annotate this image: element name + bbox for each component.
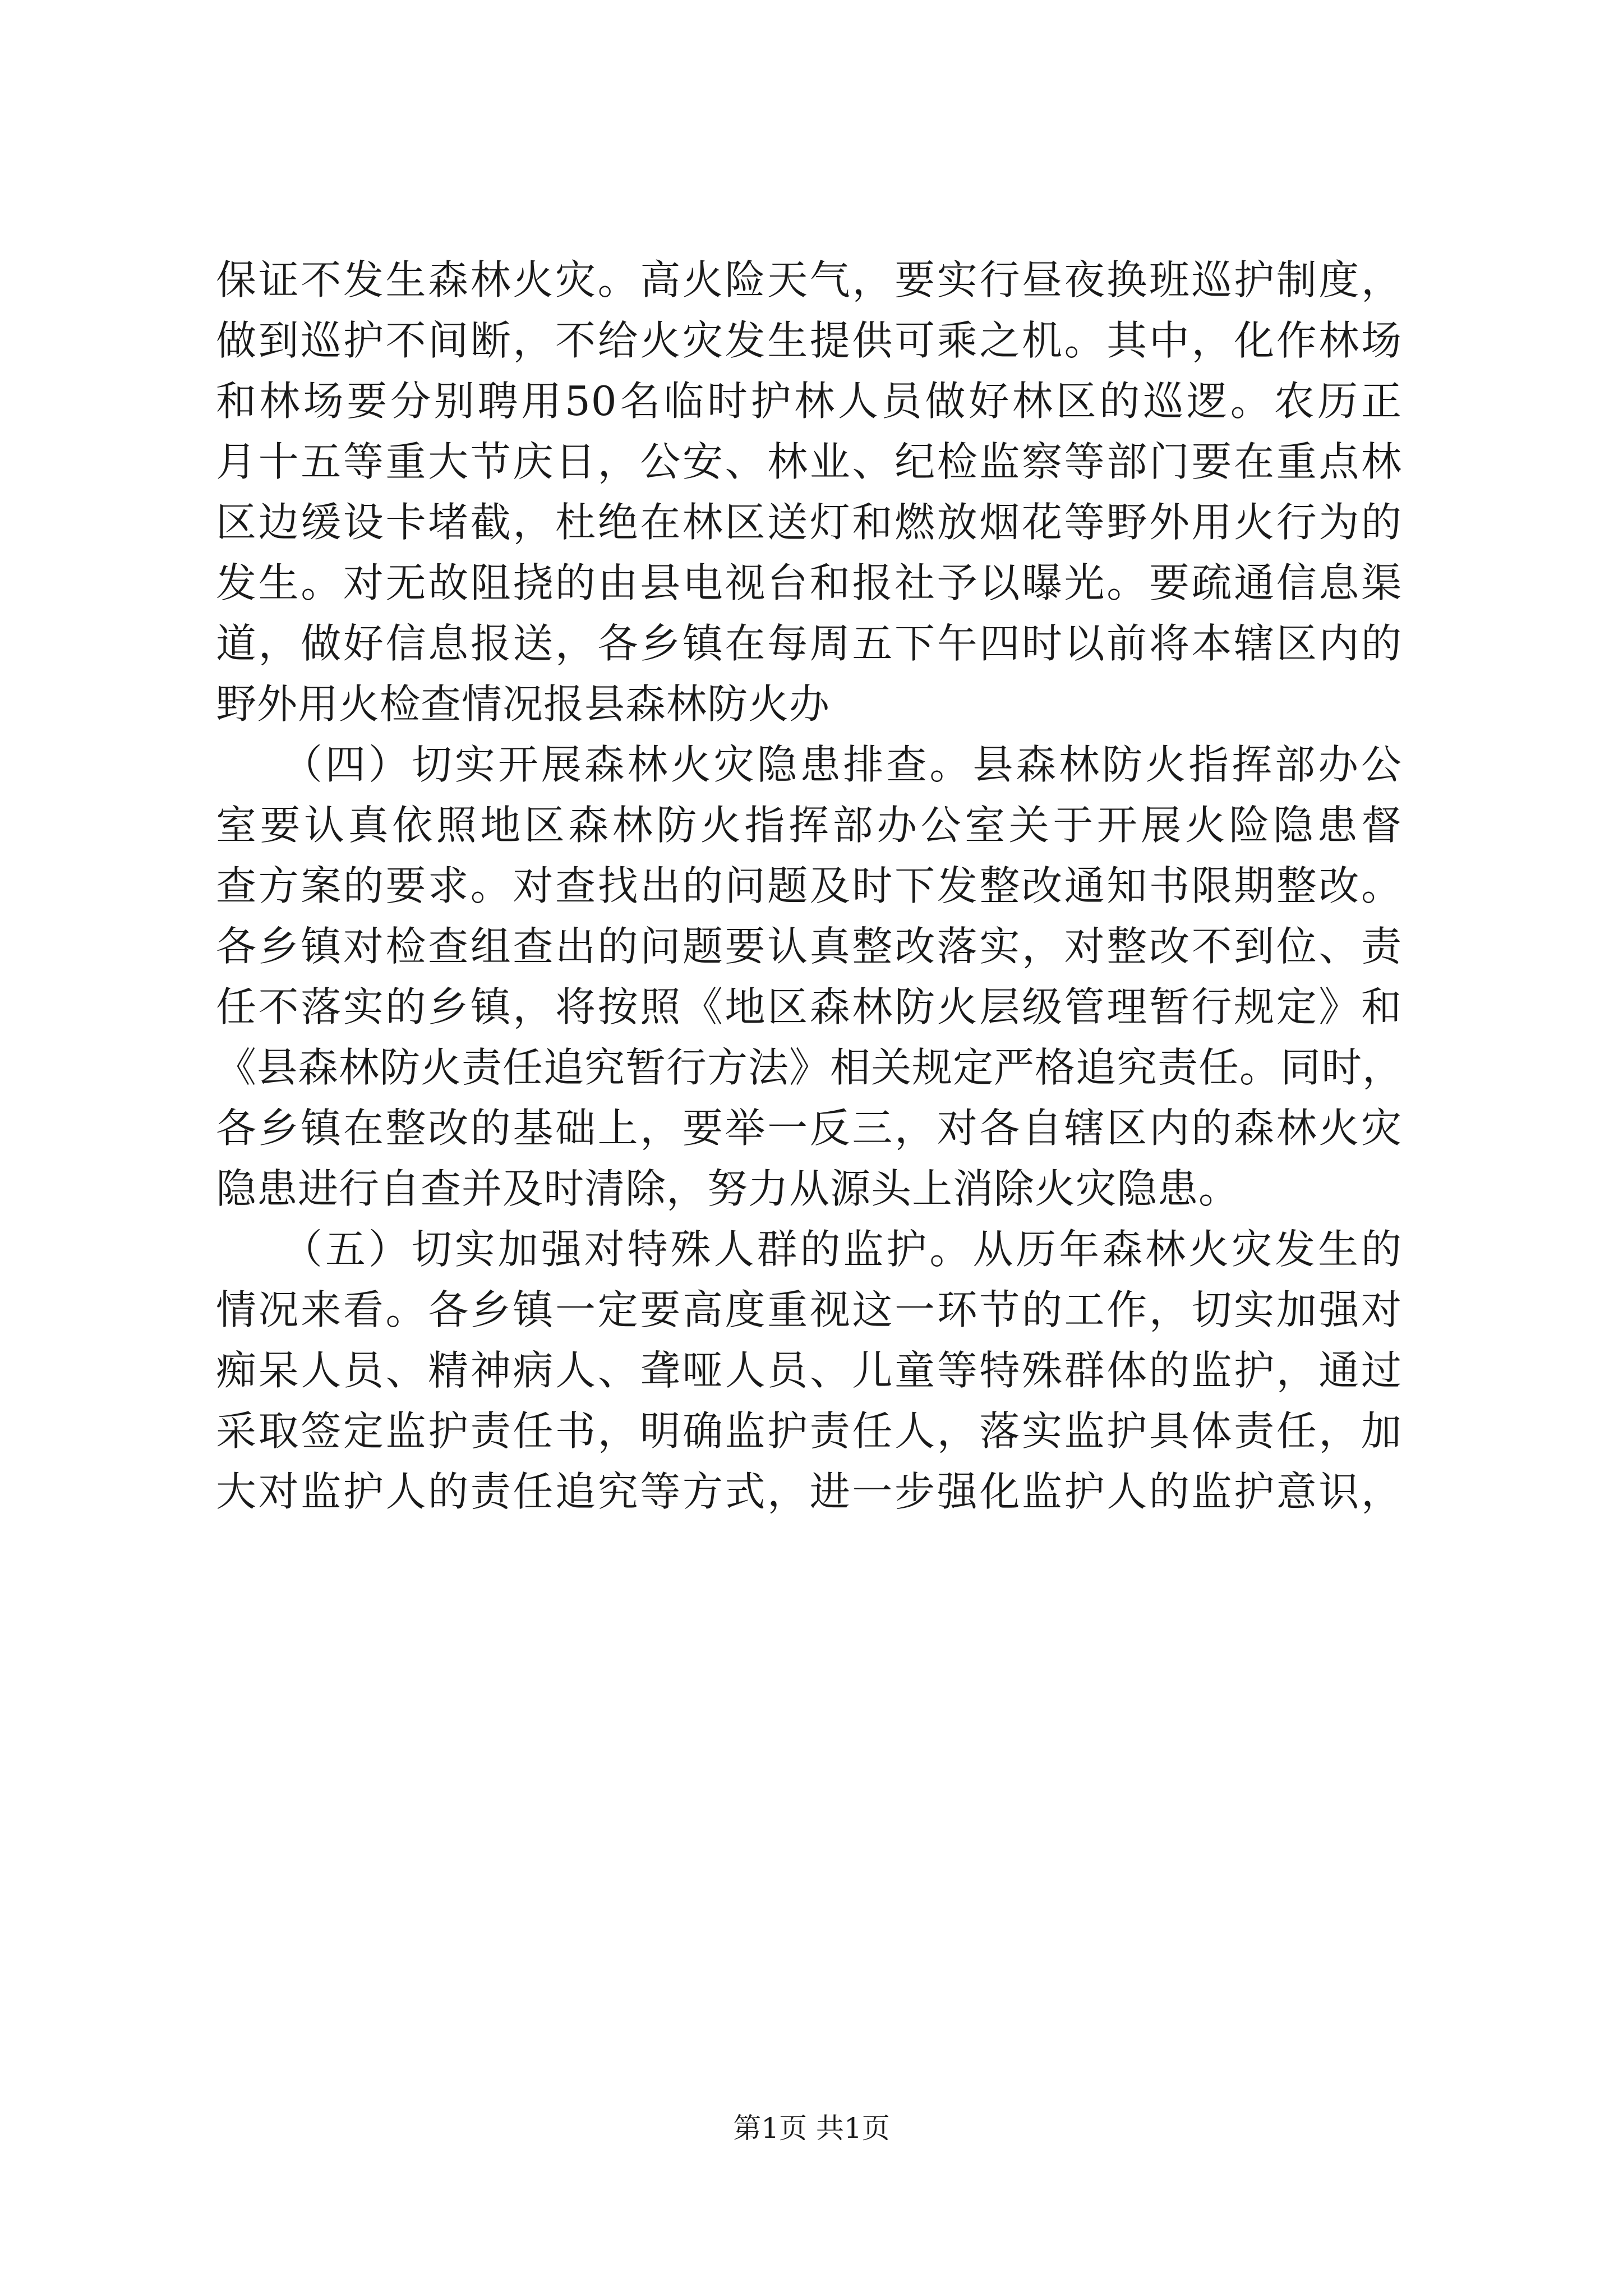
document-body xyxy=(216,250,1402,1522)
text-line: 室要认真依照地区森林防火指挥部办公室关于开展火险隐患督 xyxy=(216,802,1402,849)
text-line: 区边缓设卡堵截，杜绝在林区送灯和燃放烟花等野外用火行为的 xyxy=(216,499,1402,546)
text-line: 各乡镇在整改的基础上，要举一反三，对各自辖区内的森林火灾 xyxy=(216,1105,1402,1152)
text-line: （五）切实加强对特殊人群的监护。从历年森林火灾发生的 xyxy=(216,1226,1402,1273)
page-footer xyxy=(0,2110,1623,2146)
text-line: 道，做好信息报送，各乡镇在每周五下午四时以前将本辖区内的 xyxy=(216,620,1402,667)
text-line: 采取签定监护责任书，明确监护责任人，落实监护具体责任，加 xyxy=(216,1407,1402,1455)
text-line: 各乡镇对检查组查出的问题要认真整改落实，对整改不到位、责 xyxy=(216,923,1402,970)
text-line: （四）切实开展森林火灾隐患排查。县森林防火指挥部办公 xyxy=(216,741,1402,788)
text-line: 查方案的要求。对查找出的问题及时下发整改通知书限期整改。 xyxy=(216,862,1402,909)
text-line: 《县森林防火责任追究暂行方法》相关规定严格追究责任。同时， xyxy=(216,1044,1404,1091)
text-line: 做到巡护不间断，不给火灾发生提供可乘之机。其中，化作林场 xyxy=(216,317,1402,364)
text-line: 发生。对无故阻挠的由县电视台和报社予以曝光。要疏通信息渠 xyxy=(216,559,1402,606)
text-line: 大对监护人的责任追究等方式，进一步强化监护人的监护意识， xyxy=(216,1468,1402,1515)
text-line: 任不落实的乡镇，将按照《地区森林防火层级管理暂行规定》和 xyxy=(216,983,1402,1030)
page-number: 第1页 共1页 xyxy=(733,2112,890,2145)
text-line: 和林场要分别聘用50名临时护林人员做好林区的巡逻。农历正 xyxy=(216,378,1402,425)
text-line: 隐患进行自查并及时清除，努力从源头上消除火灾隐患。 xyxy=(216,1165,1240,1212)
text-line: 痴呆人员、精神病人、聋哑人员、儿童等特殊群体的监护，通过 xyxy=(216,1347,1402,1394)
text-line: 保证不发生森林火灾。高火险天气，要实行昼夜换班巡护制度， xyxy=(216,256,1402,303)
text-line: 情况来看。各乡镇一定要高度重视这一环节的工作，切实加强对 xyxy=(216,1286,1402,1333)
text-line: 野外用火检查情况报县森林防火办 xyxy=(216,680,831,728)
text-line: 月十五等重大节庆日，公安、林业、纪检监察等部门要在重点林 xyxy=(216,438,1402,485)
